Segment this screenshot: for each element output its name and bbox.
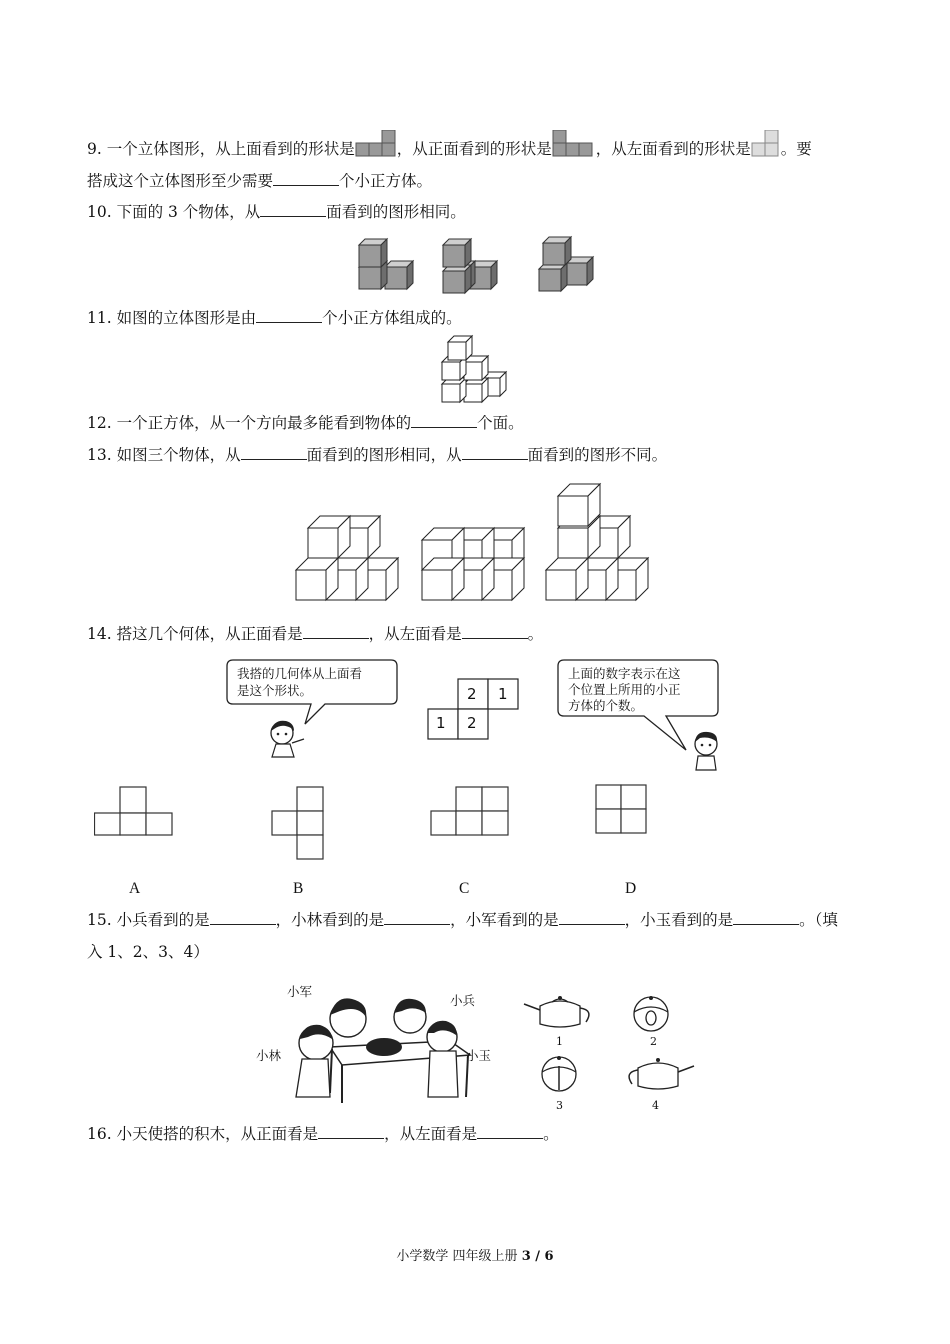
q10-line <box>87 202 466 222</box>
q9-line2-text-b: 个小正方体。 <box>339 172 433 190</box>
teapot-label-1: 1 <box>556 1035 563 1048</box>
q15-line2: 入 1、2、3、4） <box>87 943 209 961</box>
q14-text-b: ，从左面看是 <box>368 625 462 643</box>
q15-line1 <box>87 910 838 930</box>
teapot-label-4: 4 <box>652 1099 659 1112</box>
q16-text-a: 16. 小天使搭的积木，从正面看是 <box>87 1125 319 1143</box>
q10-text-b: 面看到的图形相同。 <box>326 203 466 221</box>
option-d-label[interactable]: D <box>625 880 637 897</box>
q14-text-a: 14. 搭这几个何体，从正面看是 <box>87 625 303 643</box>
q12-line <box>87 413 524 433</box>
grid-number-bottom-left: 1 <box>436 714 446 732</box>
option-a-figure[interactable] <box>94 786 174 841</box>
grid-number-bottom-middle: 2 <box>467 714 477 732</box>
teapot-view-2-icon <box>626 992 676 1034</box>
q11-line <box>87 308 462 328</box>
teapot-label-2: 2 <box>650 1035 657 1048</box>
q14-right-bubble-line2: 个位置上所用的小正 <box>568 682 681 697</box>
q13-answer-blank-2[interactable] <box>462 445 528 460</box>
grid-number-top-middle: 2 <box>467 685 477 703</box>
option-c-label[interactable]: C <box>459 880 470 897</box>
q15-text-a: 15. 小兵看到的是 <box>87 911 210 929</box>
q14-answer-blank-1[interactable] <box>303 624 369 639</box>
q11-text-b: 个小正方体组成的。 <box>322 309 462 327</box>
option-a-label[interactable]: A <box>129 880 141 897</box>
q15-answer-blank-3[interactable] <box>559 910 625 925</box>
q9-text-1: 9. 一个立体图形，从上面看到的形状是 <box>87 140 355 158</box>
q10-text-a: 10. 下面的 3 个物体，从 <box>87 203 261 221</box>
q14-line <box>87 624 543 644</box>
left-view-icon <box>751 130 781 160</box>
q9-text-3: ，从左面看到的形状是 <box>595 140 751 158</box>
q10-three-objects-figure <box>355 233 615 295</box>
name-label-xiaobing: 小兵 <box>450 993 476 1008</box>
q15-text-e: 。（填 <box>799 911 838 929</box>
option-c-figure[interactable] <box>430 786 512 841</box>
q15-text-b: ，小林看到的是 <box>275 911 385 929</box>
q13-text-b: 面看到的图形相同，从 <box>306 446 462 464</box>
q9-answer-blank[interactable] <box>273 171 339 186</box>
q12-text-b: 个面。 <box>477 414 524 432</box>
q9-text-4: 。要 <box>780 140 812 158</box>
teapot-view-4-icon <box>618 1050 698 1094</box>
q13-answer-blank-1[interactable] <box>241 445 307 460</box>
q9-line2 <box>87 171 432 191</box>
q14-left-bubble-line1: 我搭的几何体从上面看 <box>237 666 363 681</box>
q11-text-a: 11. 如图的立体图形是由 <box>87 309 257 327</box>
option-b-label[interactable]: B <box>293 880 304 897</box>
q11-answer-blank[interactable] <box>256 308 322 323</box>
q15-text-c: ，小军看到的是 <box>450 911 559 929</box>
q11-cube-stack-figure <box>438 334 518 404</box>
q14-answer-blank-2[interactable] <box>462 624 528 639</box>
q9-line1 <box>87 130 812 160</box>
q16-answer-blank-2[interactable] <box>477 1124 543 1139</box>
teapot-label-3: 3 <box>556 1099 563 1112</box>
q15-text-d: ，小玉看到的是 <box>624 911 734 929</box>
page-footer <box>0 1245 950 1264</box>
q9-line2-text-a: 搭成这个立体图形至少需要 <box>87 172 274 190</box>
q14-right-bubble-line3: 方体的个数。 <box>568 698 644 713</box>
q15-answer-blank-1[interactable] <box>210 910 276 925</box>
q15-answer-blank-4[interactable] <box>733 910 799 925</box>
q9-text-2: ，从正面看到的形状是 <box>396 140 552 158</box>
q14-left-bubble-line2: 是这个形状。 <box>237 683 313 698</box>
q13-three-objects-figure <box>292 480 662 610</box>
q16-answer-blank-1[interactable] <box>318 1124 384 1139</box>
q12-text-a: 12. 一个正方体，从一个方向最多能看到物体的 <box>87 414 412 432</box>
q14-text-c: 。 <box>527 625 544 643</box>
teapot-view-3-icon <box>534 1050 584 1094</box>
q13-text-a: 13. 如图三个物体，从 <box>87 446 241 464</box>
q15-answer-blank-2[interactable] <box>384 910 450 925</box>
q16-text-c: 。 <box>543 1125 559 1143</box>
grid-number-top-right: 1 <box>498 685 508 703</box>
q12-answer-blank[interactable] <box>411 413 477 428</box>
q14-right-bubble-line1: 上面的数字表示在这 <box>568 666 681 681</box>
q10-answer-blank[interactable] <box>260 202 326 217</box>
teapot-view-1-icon <box>520 992 600 1032</box>
girl-character-icon <box>262 715 312 759</box>
boy-character-icon <box>686 726 730 774</box>
q13-text-c: 面看到的图形不同。 <box>527 446 668 464</box>
footer-text: 小学数学 四年级上册 <box>396 1249 522 1264</box>
q13-line <box>87 445 667 465</box>
q16-line <box>87 1124 559 1144</box>
top-view-icon <box>355 130 397 160</box>
q16-text-b: ，从左面看是 <box>384 1125 478 1143</box>
name-label-xiaolin: 小林 <box>256 1048 282 1063</box>
name-label-xiaoyu: 小玉 <box>466 1048 492 1063</box>
page-number: 3 / 6 <box>521 1249 554 1264</box>
name-label-xiaojun: 小军 <box>287 984 313 999</box>
option-d-figure[interactable] <box>595 784 651 836</box>
front-view-icon <box>552 130 596 160</box>
option-b-figure[interactable] <box>271 786 327 861</box>
